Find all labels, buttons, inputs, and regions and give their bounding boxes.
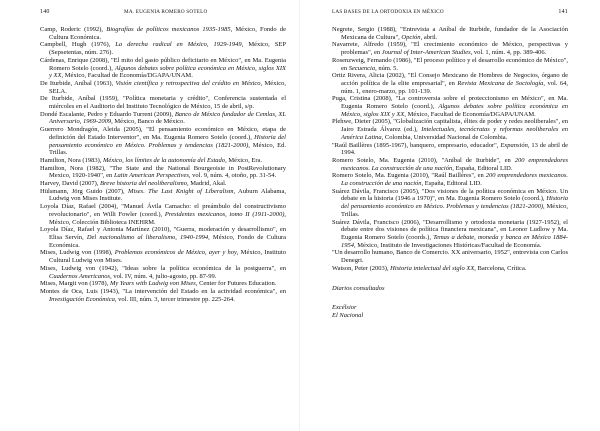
author-text: Mises, Ludwig von (1942), "Ideas sobre la política económica de la postguerra", en xyxy=(40,264,286,272)
title-text: Algunos debates sobre política económica en México, siglos XIX y XX xyxy=(341,103,568,118)
details-text: , España, Editoral LID. xyxy=(421,180,482,188)
author-text: Hülsmann, Jörg Guido (2007), xyxy=(40,187,129,195)
title-text: Intelectuales, tecnócratas y reformas neoliberales en América Latina xyxy=(341,126,568,141)
bibliography-entry xyxy=(40,226,286,249)
details-text: , vol. 1, núm. 4, pp. 389-406. xyxy=(470,49,547,57)
title-text: Opción xyxy=(401,33,421,41)
bibliography-list-right xyxy=(332,26,568,273)
bibliography-list-left xyxy=(40,26,286,303)
title-text: Investigación Económica xyxy=(49,295,115,303)
bibliography-entry xyxy=(332,265,568,273)
bibliography-entry xyxy=(40,26,286,41)
bibliography-entry xyxy=(40,126,286,157)
details-text: , México, Fondo de Cultura Económica. xyxy=(49,233,286,249)
bibliography-entry xyxy=(332,41,568,56)
author-text: Loyola Díaz, Rafael (2004), "Manuel Ávila Camacho: el preámbulo del constructivismo revolucionario", en Willi Fowler (coord.), xyxy=(40,203,286,218)
details-text: , México, Facultad de Economía/DGAPA/UNAM. xyxy=(404,110,536,118)
author-text: Rosenzweig, Fernando (1986), "El proceso político y el desarrollo económico de México", en xyxy=(332,56,568,72)
author-text: Cárdenas, Enrique (2008), "El mito del gasto público deficitario en México", en Ma. Eugenia Romero Sotelo (coord.), xyxy=(40,56,286,72)
bibliography-entry xyxy=(40,57,286,80)
details-text: , Colombia, Universidad Nacional de Colombia. xyxy=(381,133,508,141)
title-text: Latin American Perspectives xyxy=(113,172,189,180)
bibliography-entry xyxy=(40,249,286,264)
author-text: Puga, Cristina (2008), "La controversia sobre el proteccionismo en México", en Ma. Eugenia Romero Sotelo (coord.), xyxy=(332,95,568,111)
details-text: , México, Era. xyxy=(225,156,263,164)
title-text: Historia del pensamiento económico en México. Problemas y tendencias (1821-2000) xyxy=(49,133,286,149)
author-text: De Iturbide, Aníbal (1959), "Política monetaria y crédito", Conferencia sustentada el miércoles en el Auditorio del Instituto Tecnológico de México, 15 de abril, s/p. xyxy=(40,95,286,111)
section-title-diarios: Diarios consultados xyxy=(332,284,385,292)
right-page xyxy=(300,0,600,431)
details-text: , vol. III, núm. 3, tercer trimestre pp. 225-264. xyxy=(114,295,235,303)
author-text: Montes de Oca, Luis (1943), "La intervención del Estado en la actividad económica", en xyxy=(40,287,286,295)
author-text: Ortiz Rivera, Alicia (2002), "El Consejo Mexicano de Hombres de Negocios, órgano de acción política de la elite empresarial", en xyxy=(332,72,568,87)
details-text: , México, Colección Biblioteca INEHRM. xyxy=(49,210,286,226)
bibliography-entry xyxy=(40,165,286,180)
author-text: Navarrete, Alfredo (1959), "El crecimiento económico de México, perspectivas y problemas", en xyxy=(332,41,568,57)
bibliography-entry xyxy=(40,157,286,165)
bibliography-entry xyxy=(40,188,286,203)
title-text: Visión científica y retrospectiva del crédito en México xyxy=(115,79,261,87)
title-text: My Years with Ludwig von Mises xyxy=(109,280,196,288)
title-text: Temas a debate, moneda y banca en México 1884-1954 xyxy=(341,233,568,249)
bibliography-entry xyxy=(332,142,568,157)
title-text: Historia intelectual del siglo XX xyxy=(390,264,475,272)
details-text: , México, Facultad de Economía/DGAPA/UNAM. xyxy=(61,72,193,80)
running-head-right: LAS BASES DE LA ORTODOXIA EN MÉXICO xyxy=(332,9,444,15)
title-text: Journal of Inter-American Studies xyxy=(381,49,471,57)
details-text: , vol. 9, núm. 4, otoño, pp. 31-54. xyxy=(188,172,277,180)
author-text: Romero Sotelo, Ma. Eugenia (2010), "Aníbal de Iturbide", en xyxy=(332,156,515,164)
details-text: , vol. 64, núm. 1, enero-marzo, pp. 101-139. xyxy=(341,79,568,95)
author-text: "Raúl Baillères (1895-1967), banquero, empresario, educador", xyxy=(332,141,501,149)
bibliography-entry xyxy=(40,288,286,303)
title-text: La derecha radical en México, 1929-1949 xyxy=(115,41,242,49)
details-text: , abril. xyxy=(420,33,438,41)
newspaper-item: Excélsior xyxy=(332,304,357,312)
newspaper-item: El Nacional xyxy=(332,311,364,319)
title-text: Problemas económicos de México, ayer y hoy xyxy=(114,249,237,257)
author-text: Hamilton, Nora (1983), xyxy=(40,156,104,164)
title-text: Del nacionalismo al liberalismo, 1940-1994 xyxy=(86,233,209,241)
title-text: Secuencia xyxy=(348,64,376,72)
title-text: Presidentes mexicanos, tomo II (1911-2000) xyxy=(164,210,285,218)
bibliography-entry xyxy=(332,26,568,41)
author-text: Suárez Dávila, Francisco (2006), "Desarrollismo y ortodoxia monetaria (1927-1952), el debate entre dos visiones de política financiera mexicana", en Leonor Ludlow y Ma. Eugenia Romero Sotelo (coords.), xyxy=(332,218,568,241)
bibliography-entry xyxy=(40,41,286,56)
details-text: , México, SELA. xyxy=(49,79,286,95)
details-text: , México, Ed. Trillas. xyxy=(49,141,287,157)
details-text: , Barcelona, Crítica. xyxy=(474,264,527,272)
author-text: "Un desarrollo humano, Banco de Comercio. XX aniversario, 1952", entrevista con Carlos Denegri. xyxy=(332,249,568,265)
details-text: , México, Instituto Cultural Ludwig von Mises. xyxy=(49,249,286,265)
author-text: Dondé Escalante, Pedro y Eduardo Turrent (2009), xyxy=(40,110,175,118)
title-text: 200 emprendedores mexicanos. La construcción de una nación xyxy=(341,156,569,172)
author-text: Harvey, David (2007), xyxy=(40,180,101,188)
bibliography-entry xyxy=(332,249,568,264)
author-text: Suárez Dávila, Francisco (2005), "Dos visiones de la política económica en México. Un debate en la historia (1946 a 1970)", en Ma. Eugenia Romero Sotelo (coord.), xyxy=(332,187,568,203)
bibliography-entry xyxy=(332,95,568,118)
details-text: , México, Instituto de Investigaciones Históricas/Facultad de Economía. xyxy=(354,241,542,249)
author-text: Mises, Margit von (1978), xyxy=(40,280,110,288)
author-text: Hamilton, Nora (1982), "The State and the National Bourgeoisie in PostRevolutionary Mexico, 1920-1940", en xyxy=(40,164,286,180)
author-text: Guerrero Mondragón, Aleida (2005), "El pensamiento económico en México, etapa de definición del Estado Interventor", en Ma. Eugenia Romero Sotelo (coord.), xyxy=(40,126,286,141)
author-text: Camp, Roderic (1992), xyxy=(40,26,107,33)
details-text: , España, Editoral LID. xyxy=(452,164,513,172)
title-text: Historia del pensamiento económico en México. Problemas y tendencias (1821-2000) xyxy=(341,195,568,211)
details-text: , México, Banco de México. xyxy=(111,118,185,126)
details-text: , vol. IV, núm. 4, julio-agosto, pp. 87-99. xyxy=(110,272,217,280)
author-text: Campbell, Hugh (1976), xyxy=(40,41,116,49)
author-text: De Iturbide, Aníbal (1963), xyxy=(40,79,116,87)
title-text: México, los límites de la autonomía del Estado xyxy=(103,156,226,164)
page-number-left: 140 xyxy=(40,9,50,15)
author-text: Mises, Ludwig von (1998), xyxy=(40,249,115,257)
author-text: Loyola Díaz, Rafael y Antonia Martínez (2010), "Guerra, moderación y desarrollismo", en Elisa Servín, xyxy=(40,226,286,241)
running-head-left: MA. EUGENIA ROMERO SOTELO xyxy=(124,9,208,15)
bibliography-entry xyxy=(40,111,286,126)
details-text: , núm. 5. xyxy=(375,64,399,72)
title-text: Algunos debates sobre política económica en México, siglos XIX y XX xyxy=(49,64,287,80)
title-text: Mises. The Last Knight of Liberalism xyxy=(128,187,234,195)
details-text: , México, SEP (Sepsetentas, núm. 276). xyxy=(49,41,286,57)
author-text: Watson, Peter (2003), xyxy=(332,264,391,272)
bibliography-entry xyxy=(40,203,286,226)
details-text: , Auburn Alabama, Ludwig von Mises Institute. xyxy=(49,187,286,203)
details-text: , México, Trillas. xyxy=(341,203,569,218)
bibliography-entry xyxy=(40,80,286,95)
title-text: Revista Mexicana de Sociología xyxy=(457,79,544,87)
details-text: , México, Fondo de Cultura Económica. xyxy=(49,26,286,41)
title-text: Cuadernos Americanos xyxy=(49,272,111,280)
page-number-right: 141 xyxy=(558,9,568,15)
bibliography-entry xyxy=(332,118,568,141)
author-text: Plehwe, Dieter (2005), "Globalización capitalista, élites de poder y redes neoliberales", en Jairo Estrada Álvarez (ed.), xyxy=(332,118,568,134)
bibliography-entry xyxy=(332,157,568,172)
title-text: Breve historia del neoliberalismo xyxy=(100,180,188,188)
details-text: , 13 de abril de 1994. xyxy=(341,141,569,157)
title-text: Expansión xyxy=(500,141,528,149)
title-text: Biografías de políticos mexicanos 1935-1985 xyxy=(106,26,231,33)
author-text: Negrete, Sergio (1988), "Entrevista a Aníbal de Iturbide, fundador de la Asociación Mexicana de Cultura", xyxy=(332,26,568,41)
bibliography-entry xyxy=(332,72,568,95)
details-text: , Madrid, Akal. xyxy=(187,180,227,188)
title-text: Banco de México fundador de Cemlas, XL Aniversario, 1969-2009 xyxy=(49,110,287,126)
bibliography-entry xyxy=(332,188,568,219)
author-text: Romero Sotelo, Ma. Eugenia (2010), "Raúl Baillères", en xyxy=(332,172,486,180)
bibliography-entry xyxy=(332,57,568,72)
details-text: , Center for Futures Education. xyxy=(195,280,277,288)
title-text: 200 emprendedores mexicanos. La construcción de una nación xyxy=(341,172,568,188)
bibliography-entry xyxy=(40,95,286,110)
bibliography-entry xyxy=(40,280,286,288)
bibliography-entry xyxy=(332,172,568,187)
bibliography-entry xyxy=(40,265,286,280)
bibliography-entry xyxy=(40,180,286,188)
bibliography-entry xyxy=(332,219,568,250)
